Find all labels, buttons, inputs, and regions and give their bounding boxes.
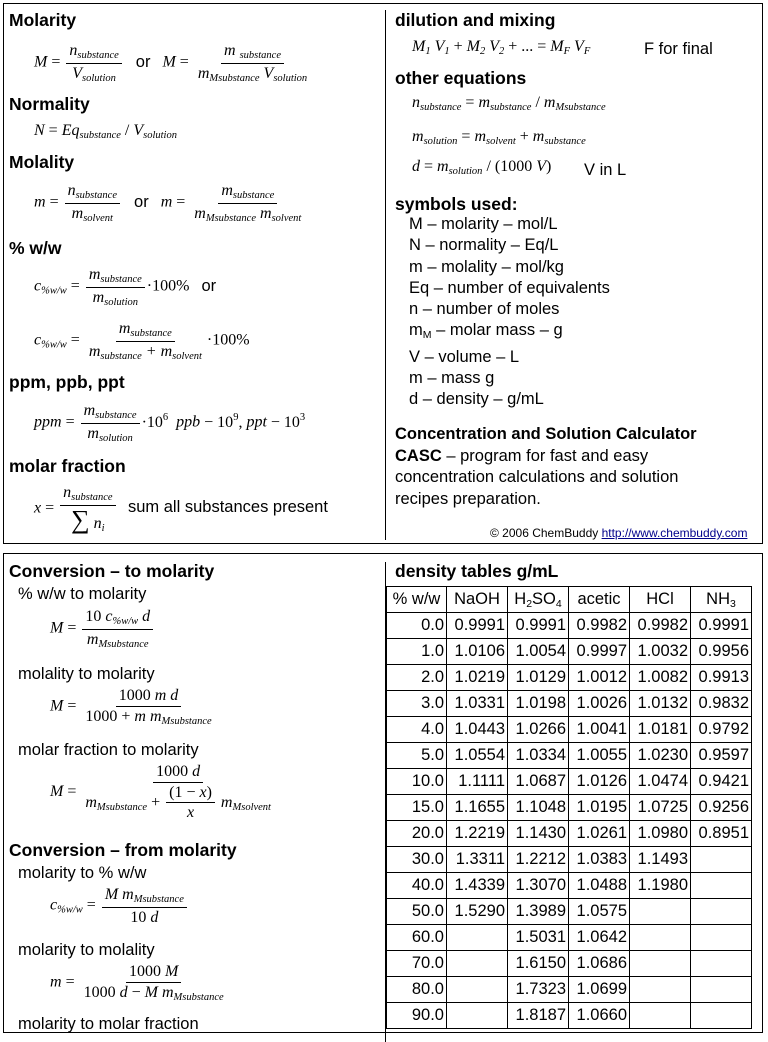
fraction-to-molarity-label: molar fraction to molarity xyxy=(18,741,199,759)
symbol-item: Eq – number of equivalents xyxy=(409,278,610,297)
molarity-to-molality-label: molarity to molality xyxy=(18,941,155,959)
molality-to-molarity-formula: M = $\frac{\text{1000 m d}}{1000 + m m_{Msubstance}}$ xyxy=(50,687,212,727)
table-cell: 0.9991 xyxy=(691,613,752,639)
molarity-to-fraction-label: molarity to molar fraction xyxy=(18,1015,199,1033)
column-divider xyxy=(385,10,386,540)
conversion-panel xyxy=(3,553,763,1033)
molarity-formula: M = $\frac{n_{substance}}{V_{solution}}$ or M = $\frac{m _{substance}}{m_{Msubstance} V_{solution}}$ xyxy=(34,42,308,84)
table-cell: 1.6150 xyxy=(508,951,569,977)
ppm-heading: ppm, ppb, ppt xyxy=(9,372,125,392)
table-cell: 50.0 xyxy=(387,899,447,925)
table-cell xyxy=(447,951,508,977)
table-cell: 1.0106 xyxy=(447,639,508,665)
symbol-item: n – number of moles xyxy=(409,300,560,319)
table-row xyxy=(387,795,752,821)
molarity-to-molality-formula: m = $\frac{1000 M}{1000 d - M m_{Msubstance}}$ xyxy=(50,963,224,1003)
density-header-row xyxy=(387,587,752,613)
table-cell: 1.0725 xyxy=(630,795,691,821)
density-equation: $d = m_{solution} / (1000$ V) xyxy=(412,158,552,177)
casc-desc-2: concentration calculations and solution xyxy=(395,468,679,486)
table-cell: 5.0 xyxy=(387,743,447,769)
table-cell: 1.0699 xyxy=(569,977,630,1003)
symbol-item: V – volume – L xyxy=(409,347,520,366)
table-cell: 1.0687 xyxy=(508,769,569,795)
table-cell: 1.0055 xyxy=(569,743,630,769)
table-row xyxy=(387,691,752,717)
table-cell: 1.5031 xyxy=(508,925,569,951)
table-cell: 15.0 xyxy=(387,795,447,821)
table-row xyxy=(387,717,752,743)
molar-fraction-formula: x = $\frac{n_{substance}}{\sum n_i}$ xyxy=(34,484,118,534)
table-cell: 1.0642 xyxy=(569,925,630,951)
table-cell xyxy=(691,847,752,873)
symbol-subscript: M xyxy=(422,329,432,342)
ppm-formula: ppm = $\frac{m_{substance}}{m_{solution}}$ $\cdot 10^6$ ppb − $10^9$, ppt − $10^3$ xyxy=(34,402,306,444)
table-cell: 1.0195 xyxy=(569,795,630,821)
table-cell: 0.9956 xyxy=(691,639,752,665)
table-cell: 1.1111 xyxy=(447,769,508,795)
column-header: HCl xyxy=(630,587,691,613)
table-cell: 1.0026 xyxy=(569,691,630,717)
table-cell: 0.9982 xyxy=(630,613,691,639)
table-cell: 1.0132 xyxy=(630,691,691,717)
table-cell: 3.0 xyxy=(387,691,447,717)
symbol-item: m – molality – mol/kg xyxy=(409,257,564,276)
ww-to-molarity-label: % w/w to molarity xyxy=(18,585,147,603)
table-row xyxy=(387,743,752,769)
column-header-h2so4: $H_2SO_4$ xyxy=(508,587,569,613)
symbol-item: N – normality – Eq/L xyxy=(409,236,559,255)
table-cell: 1.0054 xyxy=(508,639,569,665)
table-cell: 0.9991 xyxy=(508,613,569,639)
normality-formula: $N = Eq_{substance} / V_{solution}$ xyxy=(34,122,177,141)
table-cell: 10.0 xyxy=(387,769,447,795)
table-cell: 1.0181 xyxy=(630,717,691,743)
molarity-to-ww-label: molarity to % w/w xyxy=(18,864,147,882)
symbol-item: m – mass g xyxy=(409,369,495,388)
molar-fraction-heading: molar fraction xyxy=(9,456,126,476)
table-cell: 1.0230 xyxy=(630,743,691,769)
table-cell: 1.4339 xyxy=(447,873,508,899)
table-cell xyxy=(447,1003,508,1029)
table-row xyxy=(387,925,752,951)
formula-sheet-panel xyxy=(3,3,763,544)
column-header: % w/w xyxy=(387,587,447,613)
table-cell: 1.0082 xyxy=(630,665,691,691)
table-cell xyxy=(447,925,508,951)
to-molarity-heading: Conversion – to molarity xyxy=(9,561,215,581)
table-row xyxy=(387,873,752,899)
table-cell: 1.3989 xyxy=(508,899,569,925)
casc-title: Concentration and Solution Calculator xyxy=(395,425,697,443)
table-cell: 1.1493 xyxy=(630,847,691,873)
column-header: NaOH xyxy=(447,587,508,613)
table-cell: 1.0686 xyxy=(569,951,630,977)
symbol-item: d – density – g/mL xyxy=(409,390,544,409)
table-row xyxy=(387,639,752,665)
copyright-line xyxy=(490,526,747,540)
density-table-body xyxy=(387,613,752,1029)
table-cell xyxy=(447,977,508,1003)
table-cell: 0.9982 xyxy=(569,613,630,639)
volume-note: V in L xyxy=(584,161,627,179)
table-cell: 80.0 xyxy=(387,977,447,1003)
table-cell: 1.3311 xyxy=(447,847,508,873)
table-cell xyxy=(691,1003,752,1029)
symbols-heading: symbols used: xyxy=(395,194,518,214)
table-cell: 0.9991 xyxy=(447,613,508,639)
table-cell: 0.9832 xyxy=(691,691,752,717)
table-cell: 1.1655 xyxy=(447,795,508,821)
ww-heading: % w/w xyxy=(9,238,62,258)
table-row xyxy=(387,821,752,847)
table-cell: 1.0 xyxy=(387,639,447,665)
table-cell: 60.0 xyxy=(387,925,447,951)
table-cell xyxy=(630,925,691,951)
moles-equation: $n_{substance} = m_{substance} / m_{Msubstance}$ xyxy=(412,94,606,113)
ww-to-molarity-formula: M = $\frac{10 c_{\%w/w} d}{m_{Msubstance}}$ xyxy=(50,608,155,650)
symbol-letter: m xyxy=(409,321,423,340)
ww-formula-2: $c_{\%w/w}$ = $\frac{m_{substance}}{m_{substance} + m_{solvent}}$ ·100% xyxy=(34,320,250,362)
table-cell: 0.9913 xyxy=(691,665,752,691)
table-cell: 0.9421 xyxy=(691,769,752,795)
density-table xyxy=(386,586,752,1029)
column-header-nh3: $NH_3$ xyxy=(691,587,752,613)
table-cell: 1.0443 xyxy=(447,717,508,743)
table-cell: 1.5290 xyxy=(447,899,508,925)
normality-heading: Normality xyxy=(9,94,90,114)
symbol-item-molar-mass xyxy=(409,320,610,346)
symbol-desc: – molar mass – g xyxy=(431,321,563,340)
table-row xyxy=(387,665,752,691)
table-cell xyxy=(630,951,691,977)
dilution-note: F for final xyxy=(644,40,713,58)
casc-desc-1: – program for fast and easy xyxy=(441,446,649,465)
or-label: or xyxy=(134,192,149,211)
table-cell: 0.9597 xyxy=(691,743,752,769)
table-cell: 90.0 xyxy=(387,1003,447,1029)
table-cell: 0.8951 xyxy=(691,821,752,847)
molality-to-molarity-label: molality to molarity xyxy=(18,665,155,683)
table-cell: 2.0 xyxy=(387,665,447,691)
table-cell: 30.0 xyxy=(387,847,447,873)
table-cell: 1.7323 xyxy=(508,977,569,1003)
table-cell: 1.0261 xyxy=(569,821,630,847)
or-label: or xyxy=(135,52,151,71)
dilution-heading: dilution and mixing xyxy=(395,10,556,30)
table-cell xyxy=(691,977,752,1003)
or-label: or xyxy=(201,276,217,295)
table-row xyxy=(387,977,752,1003)
table-row xyxy=(387,769,752,795)
density-heading: density tables g/mL xyxy=(395,561,559,581)
table-cell: 4.0 xyxy=(387,717,447,743)
table-row xyxy=(387,847,752,873)
table-cell: 1.0041 xyxy=(569,717,630,743)
table-cell: 1.2212 xyxy=(508,847,569,873)
table-cell: 0.9256 xyxy=(691,795,752,821)
column-header: acetic xyxy=(569,587,630,613)
molarity-to-ww-formula: $c_{\%w/w}$ = $\frac{M m_{Msubstance}}{10 d}$ xyxy=(50,886,189,926)
casc-desc-3: recipes preparation. xyxy=(395,489,541,508)
table-cell: 1.0660 xyxy=(569,1003,630,1029)
table-cell: 1.3070 xyxy=(508,873,569,899)
table-row xyxy=(387,951,752,977)
table-cell: 1.1048 xyxy=(508,795,569,821)
table-cell: 0.9792 xyxy=(691,717,752,743)
table-cell: 70.0 xyxy=(387,951,447,977)
table-cell: 1.0126 xyxy=(569,769,630,795)
table-cell: 1.0575 xyxy=(569,899,630,925)
table-cell: 1.0554 xyxy=(447,743,508,769)
table-cell xyxy=(630,899,691,925)
solution-mass-equation: $m_{solution} = m_{solvent} + m_{substance}$ xyxy=(412,128,586,147)
table-cell: 20.0 xyxy=(387,821,447,847)
table-cell: 40.0 xyxy=(387,873,447,899)
table-cell xyxy=(691,951,752,977)
symbol-item: M – molarity – mol/L xyxy=(409,215,558,233)
fraction-to-molarity-formula: M = 1000 d $m_{Msubstance}$ + $\frac{(1 - x)}{x}$ $m_{Msolvent}$ xyxy=(50,763,271,822)
other-equations-heading: other equations xyxy=(395,68,527,88)
casc-name: CASC xyxy=(395,446,442,465)
copyright-text: © 2006 ChemBuddy xyxy=(490,526,599,540)
table-cell xyxy=(691,925,752,951)
table-cell: 0.0 xyxy=(387,613,447,639)
table-cell: 1.0474 xyxy=(630,769,691,795)
table-cell: 1.0219 xyxy=(447,665,508,691)
symbols-list xyxy=(409,214,610,411)
table-cell: 1.0331 xyxy=(447,691,508,717)
table-cell xyxy=(630,977,691,1003)
chembuddy-link[interactable]: http://www.chembuddy.com xyxy=(601,526,748,540)
table-cell: 1.0488 xyxy=(569,873,630,899)
table-row xyxy=(387,899,752,925)
dilution-formula: $M_1$ $V_1 + M_2$ $V_2$ + ... = $M_F$ $V_F$ xyxy=(412,38,591,57)
table-cell: 1.0980 xyxy=(630,821,691,847)
table-cell xyxy=(691,899,752,925)
molality-heading: Molality xyxy=(9,152,75,172)
table-cell: 1.0383 xyxy=(569,847,630,873)
table-cell xyxy=(630,1003,691,1029)
table-cell: 0.9997 xyxy=(569,639,630,665)
table-cell: 1.0129 xyxy=(508,665,569,691)
table-cell: 1.0198 xyxy=(508,691,569,717)
table-cell: 1.8187 xyxy=(508,1003,569,1029)
table-cell: 1.0012 xyxy=(569,665,630,691)
table-row xyxy=(387,1003,752,1029)
from-molarity-heading: Conversion – from molarity xyxy=(9,840,237,860)
ww-formula-1: $c_{\%w/w}$ = $\frac{m_{substance}}{m_{solution}}$ ·100% or xyxy=(34,266,217,308)
casc-block xyxy=(395,424,697,510)
table-cell: 1.0334 xyxy=(508,743,569,769)
table-cell xyxy=(691,873,752,899)
table-cell: 1.0266 xyxy=(508,717,569,743)
table-row xyxy=(387,613,752,639)
table-cell: 1.2219 xyxy=(447,821,508,847)
molar-fraction-note: sum all substances present xyxy=(128,498,328,516)
molality-formula: m = $\frac{n_{substance}}{m_{solvent}}$ or m = $\frac{m_{substance}}{m_{Msubstance} m_{solvent}}$ xyxy=(34,182,302,224)
molarity-heading: Molarity xyxy=(9,10,77,30)
table-cell: 1.1430 xyxy=(508,821,569,847)
table-cell: 1.1980 xyxy=(630,873,691,899)
table-cell: 1.0032 xyxy=(630,639,691,665)
